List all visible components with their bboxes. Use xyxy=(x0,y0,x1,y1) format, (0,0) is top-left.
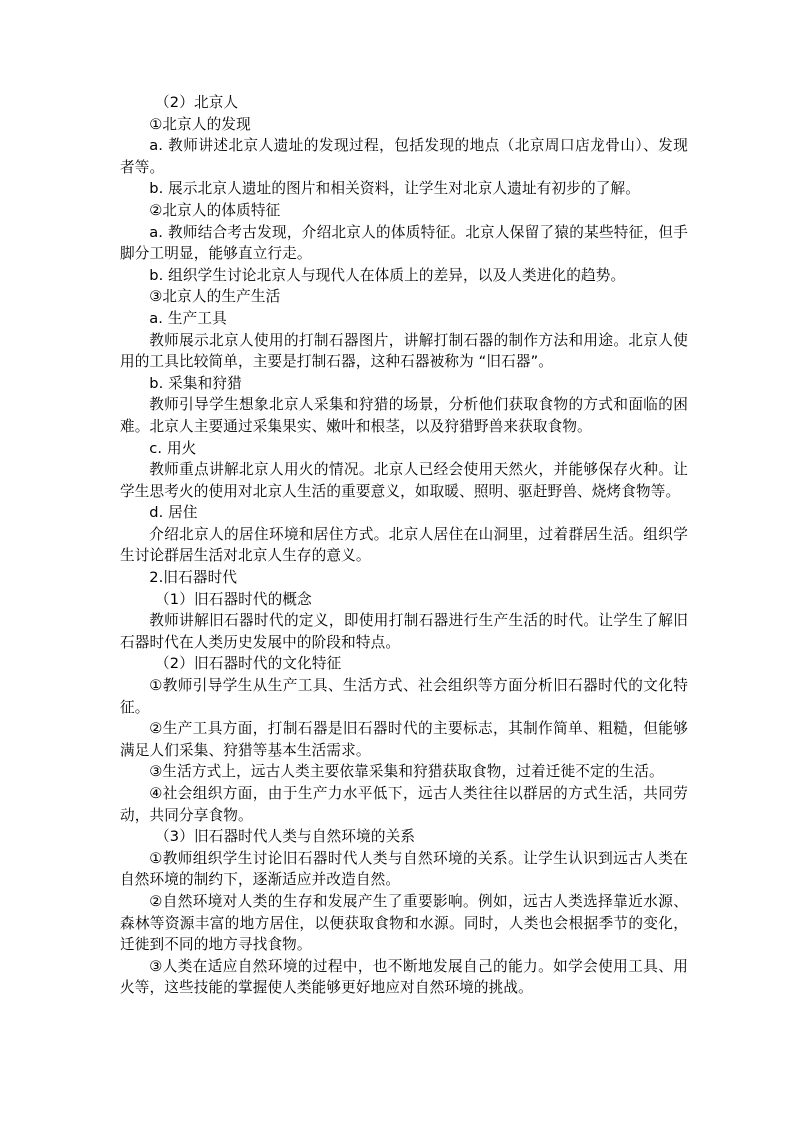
paragraph: 教师讲解旧石器时代的定义，即使用打制石器进行生产生活的时代。让学生了解旧石器时代在人类历史发展中的阶段和特点。 xyxy=(120,612,688,651)
subheading-production-life: ③北京人的生产生活 xyxy=(149,288,281,306)
paragraph: ②生产工具方面，打制石器是旧石器时代的主要标志，其制作简单、粗糙，但能够满足人们采集、狩猎等基本生活需求。 xyxy=(120,720,688,759)
item-heading: d. 居住 xyxy=(149,504,198,522)
paragraph: ③生活方式上，远古人类主要依靠采集和狩猎获取食物，过着迁徙不定的生活。 xyxy=(149,763,664,781)
subheading-nature-relation: （3）旧石器时代人类与自然环境的关系 xyxy=(155,828,416,846)
heading-beijing-man: （2）北京人 xyxy=(155,94,239,111)
paragraph: a. 教师结合考古发现，介绍北京人的体质特征。北京人保留了猿的某些特征，但手脚分工明显，能够直立行走。 xyxy=(120,223,688,263)
paragraph: 介绍北京人的居住环境和居住方式。北京人居住在山洞里，过着群居生活。组织学生讨论群居生活对北京人生存的意义。 xyxy=(120,525,688,565)
item-heading: b. 采集和狩猎 xyxy=(149,374,242,392)
paragraph: ②自然环境对人类的生存和发展产生了重要影响。例如，远古人类选择靠近水源、森林等资源丰富的地方居住，以便获取食物和水源。同时，人类也会根据季节的变化，迁徙到不同的地方寻找食物。 xyxy=(120,892,688,954)
subheading-cultural-features: （2）旧石器时代的文化特征 xyxy=(155,655,342,673)
paragraph: 教师展示北京人使用的打制石器图片，讲解打制石器的制作方法和用途。北京人使用的工具比较简单，主要是打制石器，这种石器被称为 “旧石器”。 xyxy=(120,331,688,371)
paragraph: 教师重点讲解北京人用火的情况。北京人已经会使用天然火，并能够保存火种。让学生思考火的使用对北京人生活的重要意义，如取暖、照明、驱赶野兽、烧烤食物等。 xyxy=(120,461,688,500)
paragraph: ①教师引导学生从生产工具、生活方式、社会组织等方面分析旧石器时代的文化特征。 xyxy=(120,677,688,716)
paragraph: ③人类在适应自然环境的过程中，也不断地发展自己的能力。如学会使用工具、用火等，这些技能的掌握使人类能够更好地应对自然环境的挑战。 xyxy=(120,957,688,997)
subheading-concept: （1）旧石器时代的概念 xyxy=(155,590,312,608)
paragraph: 教师引导学生想象北京人采集和狩猎的场景，分析他们获取食物的方式和面临的困难。北京人主要通过采集果实、嫩叶和根茎，以及狩猎野兽来获取食物。 xyxy=(120,396,688,435)
paragraph: ④社会组织方面，由于生产力水平低下，远古人类往往以群居的方式生活，共同劳动，共同分享食物。 xyxy=(120,785,688,824)
subheading-discovery: ①北京人的发现 xyxy=(149,115,251,133)
item-heading: a. 生产工具 xyxy=(149,309,227,327)
paragraph: ①教师组织学生讨论旧石器时代人类与自然环境的关系。让学生认识到远古人类在自然环境的制约下，逐渐适应并改造自然。 xyxy=(120,849,688,889)
document-body xyxy=(120,92,688,999)
item-heading: c. 用火 xyxy=(149,439,197,457)
section-heading-paleolithic: 2.旧石器时代 xyxy=(149,569,238,587)
subheading-physical-traits: ②北京人的体质特征 xyxy=(149,201,281,219)
paragraph: b. 组织学生讨论北京人与现代人在体质上的差异，以及人类进化的趋势。 xyxy=(149,266,626,284)
paragraph: a. 教师讲述北京人遗址的发现过程，包括发现的地点（北京周口店龙骨山）、发现者等。 xyxy=(120,137,688,176)
paragraph: b. 展示北京人遗址的图片和相关资料，让学生对北京人遗址有初步的了解。 xyxy=(149,180,640,198)
